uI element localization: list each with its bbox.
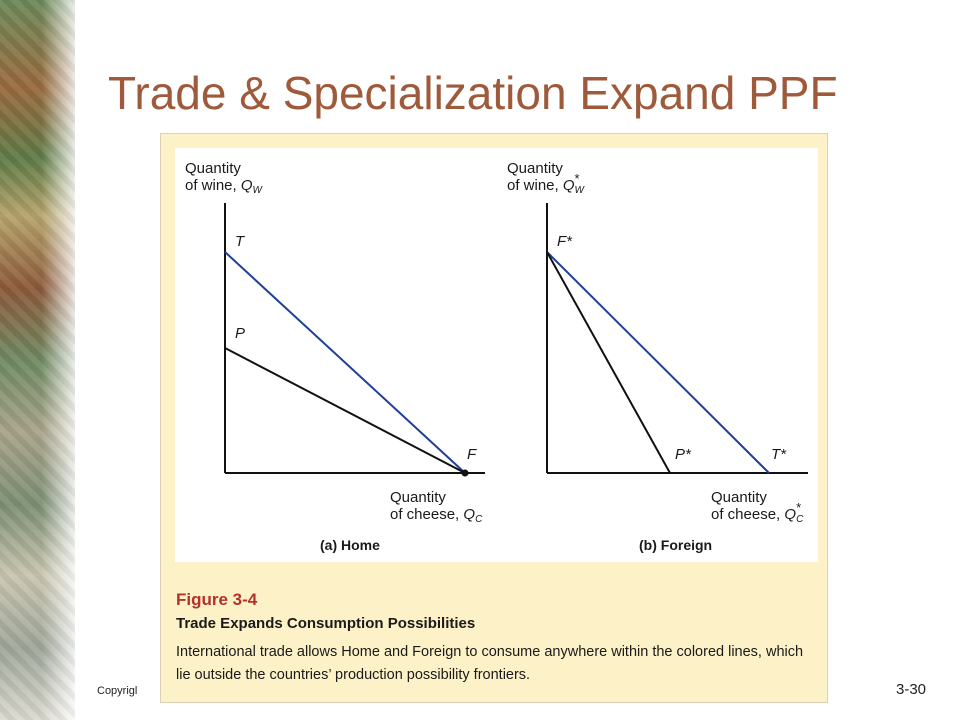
home-x-axis-symbol: Q [463,506,476,523]
home-y-axis-label-line1: Quantity [185,160,241,177]
home-y-axis-subscript: W [252,185,262,196]
foreign-x-axis-subscript: C [796,514,804,525]
home-x-axis-label-line2 [390,506,482,525]
foreign-trade-line [547,252,769,473]
home-y-axis-label-line2 [185,177,262,196]
home-x-axis-label [390,489,482,525]
foreign-x-axis-label [711,489,803,525]
slide-number: 3-30 [896,681,927,698]
home-point-p-label: P [235,325,246,342]
home-point-f-label: F [467,446,477,463]
home-panel-caption: (a) Home [320,537,380,553]
figure-caption: International trade allows Home and Foreign to consume anywhere within the colored lines, which lie outside the countries’ production possibility frontiers. [176,644,804,683]
foreign-x-axis-label-line1: Quantity [711,489,767,506]
home-x-axis-text: of cheese, [390,506,464,523]
home-point-f-marker [462,470,469,477]
foreign-y-axis-label-line2 [507,171,584,196]
figure-number: Figure 3-4 [176,590,258,609]
foreign-x-axis-star: * [796,500,802,515]
home-ppf-line [225,348,465,473]
home-point-t-label: T [235,233,245,250]
foreign-diagram [547,203,808,473]
foreign-y-axis-subscript: W [574,185,584,196]
foreign-x-axis-text: of cheese, [711,506,785,523]
decorative-side-image [0,0,75,720]
foreign-y-axis-label-line1: Quantity [507,160,563,177]
foreign-panel-caption: (b) Foreign [639,537,713,553]
foreign-point-f-label: F* [557,233,572,250]
foreign-y-axis-symbol: Q [562,177,575,194]
foreign-point-t-label: T* [771,446,786,463]
foreign-y-axis-star: * [574,171,580,186]
home-diagram [225,203,485,477]
home-y-axis-symbol: Q [240,177,253,194]
foreign-y-axis-text: of wine, [507,177,563,194]
foreign-point-p-label: P* [675,446,691,463]
figure-title: Trade Expands Consumption Possibilities [176,615,476,632]
foreign-ppf-line [547,252,670,473]
foreign-x-axis-label-line2 [711,500,804,525]
home-trade-line [225,252,465,473]
foreign-y-axis-label [507,160,584,196]
home-x-axis-label-line1: Quantity [390,489,446,506]
copyright-text: Copyrigl [97,685,138,697]
home-y-axis-text: of wine, [185,177,241,194]
home-y-axis-label [185,160,262,196]
foreign-x-axis-symbol: Q [784,506,797,523]
home-x-axis-subscript: C [475,514,483,525]
slide-title: Trade & Specialization Expand PPF [108,67,838,119]
